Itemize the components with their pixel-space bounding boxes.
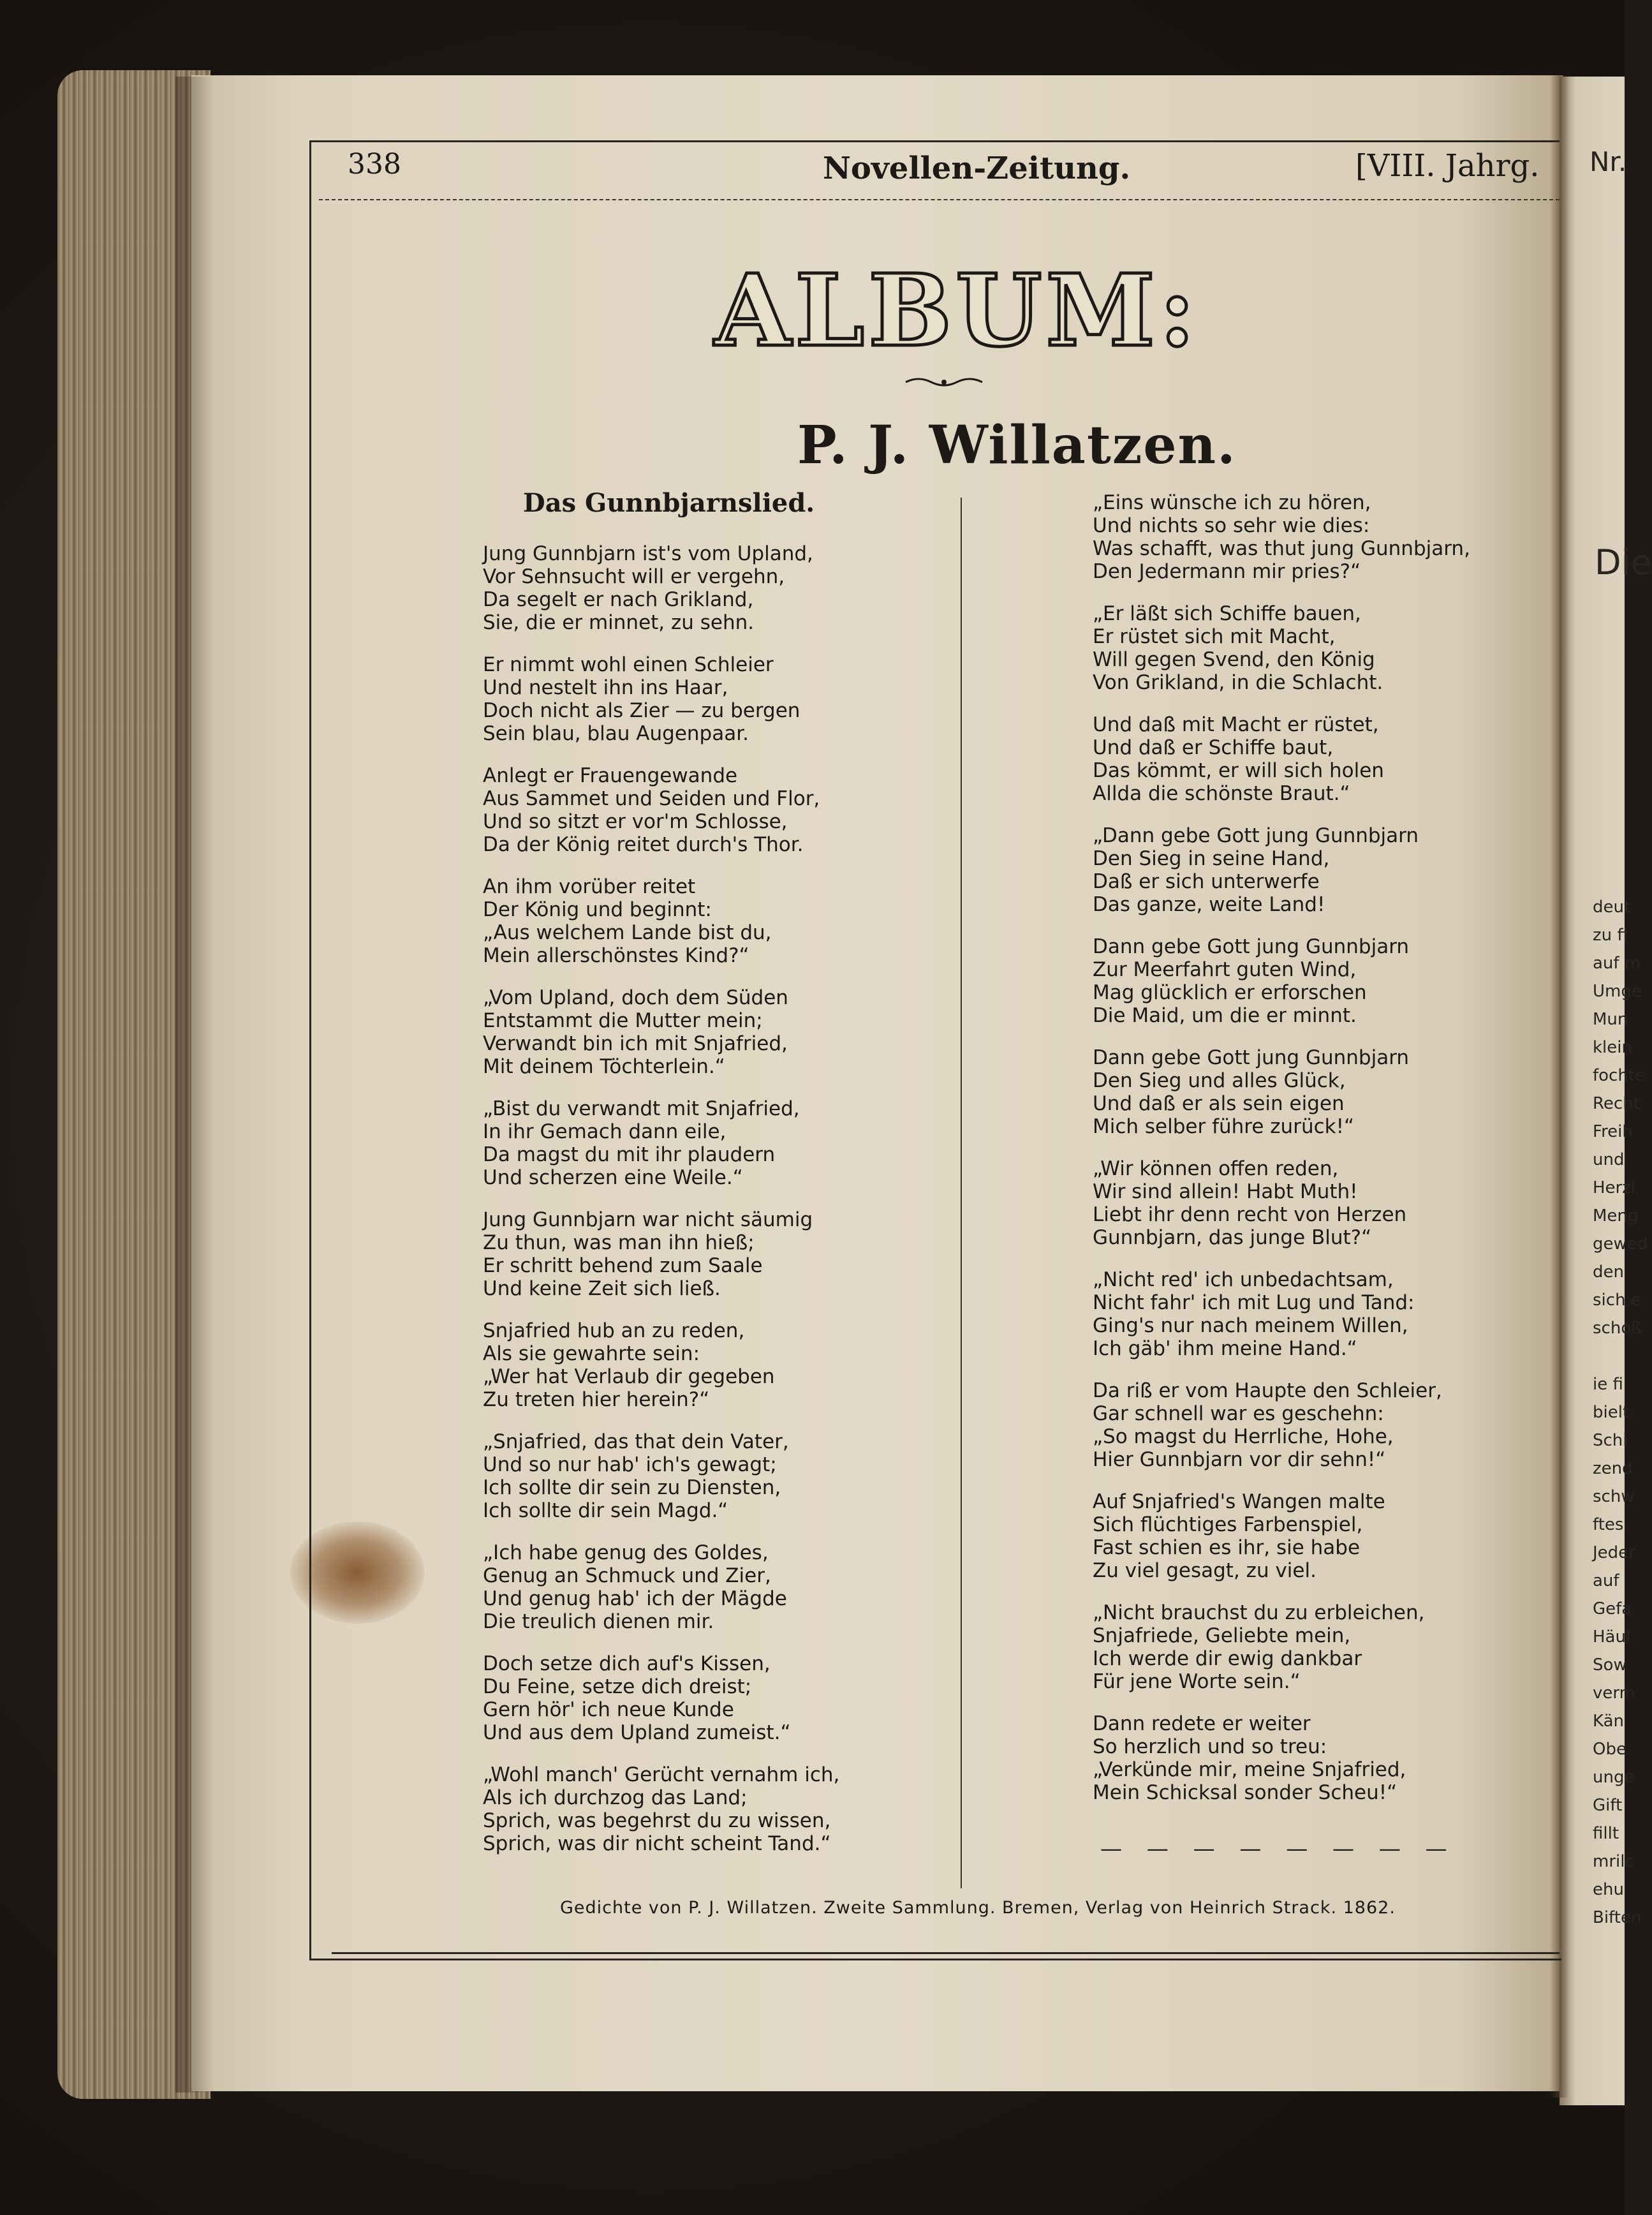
poem-stanza	[1093, 1490, 1385, 1582]
poem-stanza	[1093, 1712, 1406, 1804]
poem-stanza	[1093, 491, 1470, 583]
poem-line: Als ich durchzog das Land;	[483, 1786, 748, 1809]
poem-line: „Wir können offen reden,	[1093, 1157, 1339, 1180]
poem-line: Wir sind allein! Habt Muth!	[1093, 1180, 1358, 1203]
poem-line: Den Sieg in seine Hand,	[1093, 847, 1330, 870]
poem-line: Sprich, was dir nicht scheint Tand.“	[483, 1832, 831, 1855]
poem-line: Das ganze, weite Land!	[1093, 893, 1325, 916]
right-page-fragment: Umge	[1593, 982, 1642, 1001]
poem-stanza	[1093, 1268, 1414, 1360]
poem-line: Mein allerschönstes Kind?“	[483, 944, 749, 967]
right-page-fragment: Schi	[1593, 1431, 1628, 1450]
poem-line: Hier Gunnbjarn vor dir sehn!“	[1093, 1448, 1386, 1471]
right-page-fragment: schoß	[1593, 1319, 1642, 1338]
poem-line: „Nicht brauchst du zu erbleichen,	[1093, 1601, 1425, 1624]
right-page-fragment: Sow	[1593, 1656, 1627, 1675]
ornament-icon	[903, 373, 985, 392]
poem-stanza	[483, 542, 813, 634]
poem-stanza	[483, 1097, 800, 1189]
poem-line: Den Jedermann mir pries?“	[1093, 560, 1361, 583]
right-page-fragment: zu fi	[1593, 926, 1628, 945]
poem-line: Und nestelt ihn ins Haar,	[483, 676, 728, 699]
right-page-fragment: Mun	[1593, 1010, 1628, 1029]
poem-line: Nicht fahr' ich mit Lug und Tand:	[1093, 1291, 1415, 1314]
right-page-fragment: klein	[1593, 1038, 1632, 1057]
poem-line: „Vom Upland, doch dem Süden	[483, 986, 788, 1009]
poem-line: Dann redete er weiter	[1093, 1712, 1311, 1735]
right-page-fragment: sich e	[1593, 1291, 1641, 1310]
poem-line: Ich sollte dir sein Magd.“	[483, 1499, 728, 1522]
journal-title: Novellen-Zeitung.	[823, 151, 1131, 186]
right-page-fragment: auf	[1593, 1571, 1619, 1590]
right-page-heading: Die	[1595, 542, 1652, 582]
poem-line: In ihr Gemach dann eile,	[483, 1120, 726, 1143]
right-page-fragment: Jeder	[1593, 1543, 1635, 1562]
right-page-fragment: Obe	[1593, 1740, 1626, 1759]
poem-line: An ihm vorüber reitet	[483, 875, 696, 898]
right-page-header: Nr.	[1589, 146, 1627, 177]
footer-rule	[332, 1952, 1560, 1954]
right-page-fragment: mrilc	[1593, 1852, 1634, 1871]
poem-line: „Ich habe genug des Goldes,	[483, 1541, 769, 1564]
poem-line: Ich sollte dir sein zu Diensten,	[483, 1476, 781, 1499]
poem-line: Ich gäb' ihm meine Hand.“	[1093, 1337, 1357, 1360]
poem-line: Mich selber führe zurück!“	[1093, 1115, 1355, 1138]
poem-line: Ging's nur nach meinem Willen,	[1093, 1314, 1408, 1337]
poem-line: Sie, die er minnet, zu sehn.	[483, 611, 755, 634]
author-heading: P. J. Willatzen.	[797, 415, 1237, 476]
poem-line: Und genug hab' ich der Mägde	[483, 1587, 787, 1610]
right-page-fragment: verm	[1593, 1684, 1635, 1703]
right-page-fragment: Gift	[1593, 1796, 1623, 1815]
poem-line: Vor Sehnsucht will er vergehn,	[483, 565, 785, 588]
poem-line: Mit deinem Töchterlein.“	[483, 1055, 725, 1078]
poem-line: Da segelt er nach Grikland,	[483, 588, 754, 611]
poem-line: Gunnbjarn, das junge Blut?“	[1093, 1226, 1372, 1249]
poem-line: „Eins wünsche ich zu hören,	[1093, 491, 1371, 514]
right-page-fragment: schw	[1593, 1487, 1635, 1506]
poem-line: Zu thun, was man ihn hieß;	[483, 1231, 755, 1254]
right-page-fragment: gewed	[1593, 1234, 1648, 1254]
volume-label: [VIII. Jahrg.	[1355, 148, 1540, 184]
right-page-fragment: zend	[1593, 1459, 1633, 1478]
poem-line: Als sie gewahrte sein:	[483, 1342, 700, 1365]
poem-line: Mein Schicksal sonder Scheu!“	[1093, 1781, 1398, 1804]
poem-line: Jung Gunnbjarn war nicht säumig	[483, 1208, 813, 1231]
poem-line: Zur Meerfahrt guten Wind,	[1093, 958, 1357, 981]
right-page-fragment: auf m	[1593, 954, 1641, 973]
right-page-fragment: Kän	[1593, 1712, 1625, 1731]
poem-line: Zu viel gesagt, zu viel.	[1093, 1559, 1316, 1582]
poem-line: Sprich, was begehrst du zu wissen,	[483, 1809, 831, 1832]
poem-line: Der König und beginnt:	[483, 898, 712, 921]
poem-line: „Snjafried, das that dein Vater,	[483, 1430, 789, 1453]
poem-line: Und nichts so sehr wie dies:	[1093, 514, 1370, 537]
poem-line: Fast schien es ihr, sie habe	[1093, 1536, 1361, 1559]
poem-line: Allda die schönste Braut.“	[1093, 782, 1350, 805]
poem-stanza	[1093, 1157, 1406, 1249]
poem-line: So herzlich und so treu:	[1093, 1735, 1327, 1758]
poem-line: Von Grikland, in die Schlacht.	[1093, 671, 1383, 694]
poem-stanza	[483, 1541, 787, 1633]
right-page-fragment: Herzl	[1593, 1178, 1636, 1197]
poem-stanza	[1093, 824, 1419, 916]
right-page-fragment: unge	[1593, 1768, 1635, 1787]
poem-line: Und keine Zeit sich ließ.	[483, 1277, 721, 1300]
right-page-fragment: den	[1593, 1263, 1624, 1282]
poem-line: Da der König reitet durch's Thor.	[483, 833, 804, 856]
page-number: 338	[348, 148, 401, 181]
poem-line: Liebt ihr denn recht von Herzen	[1093, 1203, 1407, 1226]
right-page-fragment: fochte	[1593, 1066, 1646, 1085]
poem-line: Sein blau, blau Augenpaar.	[483, 722, 749, 745]
poem-line: Da riß er vom Haupte den Schleier,	[1093, 1379, 1442, 1402]
poem-line: Den Sieg und alles Glück,	[1093, 1069, 1346, 1092]
poem-title: Das Gunnbjarnslied.	[523, 488, 815, 518]
right-page-fragment: bielt	[1593, 1403, 1630, 1422]
poem-line: Und daß er Schiffe baut,	[1093, 736, 1334, 759]
poem-line: Doch setze dich auf's Kissen,	[483, 1652, 771, 1675]
poem-line: Anlegt er Frauengewande	[483, 764, 738, 787]
poem-line: Dann gebe Gott jung Gunnbjarn	[1093, 935, 1410, 958]
right-page-fragment	[1593, 1342, 1648, 1370]
poem-stanza	[1093, 1379, 1442, 1471]
poem-line: „Aus welchem Lande bist du,	[483, 921, 772, 944]
poem-line: Da magst du mit ihr plaudern	[483, 1143, 776, 1166]
poem-stanza	[1093, 713, 1384, 805]
poem-line: Doch nicht als Zier — zu bergen	[483, 699, 800, 722]
poem-line: Gern hör' ich neue Kunde	[483, 1698, 734, 1721]
poem-line: Mag glücklich er erforschen	[1093, 981, 1367, 1004]
page-shadow	[175, 77, 214, 2093]
right-page-fragment: und	[1593, 1150, 1625, 1169]
right-page-fragment: fillt	[1593, 1824, 1619, 1843]
poem-stanza	[483, 1319, 775, 1411]
top-rule	[309, 140, 1560, 142]
album-heading: ALBUM:	[714, 252, 1200, 369]
poem-line: Die Maid, um die er minnt.	[1093, 1004, 1357, 1027]
poem-line: Will gegen Svend, den König	[1093, 648, 1375, 671]
poem-line: Und scherzen eine Weile.“	[483, 1166, 743, 1189]
poem-line: Was schafft, was thut jung Gunnbjarn,	[1093, 537, 1470, 560]
poem-line: Und daß er als sein eigen	[1093, 1092, 1345, 1115]
right-page-fragment: ehu	[1593, 1880, 1624, 1899]
right-page-fragment: deut	[1593, 898, 1631, 917]
poem-line: Daß er sich unterwerfe	[1093, 870, 1320, 893]
poem-line: Und so nur hab' ich's gewagt;	[483, 1453, 777, 1476]
poem-line: Gar schnell war es geschehn:	[1093, 1402, 1384, 1425]
poem-line: „Bist du verwandt mit Snjafried,	[483, 1097, 800, 1120]
right-page-fragment: ie fi	[1593, 1375, 1623, 1394]
poem-line: Verwandt bin ich mit Snjafried,	[483, 1032, 788, 1055]
poem-line: Snjafried hub an zu reden,	[483, 1319, 745, 1342]
poem-line: Aus Sammet und Seiden und Flor,	[483, 787, 820, 810]
poem-stanza	[483, 1430, 789, 1522]
poem-line: Snjafriede, Geliebte mein,	[1093, 1624, 1351, 1647]
poem-line: Das kömmt, er will sich holen	[1093, 759, 1384, 782]
header-rule	[319, 199, 1560, 200]
poem-stanza	[483, 1208, 813, 1300]
poem-line: Jung Gunnbjarn ist's vom Upland,	[483, 542, 813, 565]
poem-line: Und so sitzt er vor'm Schlosse,	[483, 810, 788, 833]
source-footnote: Gedichte von P. J. Willatzen. Zweite Sammlung. Bremen, Verlag von Heinrich Strack. 1862.	[560, 1898, 1396, 1918]
poem-stanza	[483, 1763, 839, 1855]
poem-stanza	[483, 986, 788, 1078]
poem-line: Auf Snjafried's Wangen malte	[1093, 1490, 1385, 1513]
poem-line: Er nimmt wohl einen Schleier	[483, 653, 774, 676]
right-page-fragment: ftes	[1593, 1515, 1624, 1534]
poem-line: Ich werde dir ewig dankbar	[1093, 1647, 1362, 1670]
poem-line: Er schritt behend zum Saale	[483, 1254, 763, 1277]
closing-dashes: — — — — — — — —	[1100, 1836, 1456, 1862]
poem-line: Dann gebe Gott jung Gunnbjarn	[1093, 1046, 1410, 1069]
right-page-fragment: Gefa	[1593, 1599, 1632, 1619]
poem-stanza	[483, 653, 800, 745]
poem-line: Entstammt die Mutter mein;	[483, 1009, 763, 1032]
poem-line: Die treulich dienen mir.	[483, 1610, 714, 1633]
poem-line: „Nicht red' ich unbedachtsam,	[1093, 1268, 1394, 1291]
poem-stanza	[1093, 602, 1383, 694]
right-page-fragment: Recht	[1593, 1094, 1640, 1113]
poem-line: Und aus dem Upland zumeist.“	[483, 1721, 791, 1744]
right-page-fragment: Biften	[1593, 1908, 1642, 1927]
right-page-fragment: Häul	[1593, 1627, 1631, 1647]
poem-line: Genug an Schmuck und Zier,	[483, 1564, 771, 1587]
poem-line: „Verkünde mir, meine Snjafried,	[1093, 1758, 1406, 1781]
poem-stanza	[483, 1652, 791, 1744]
poem-line: „Wohl manch' Gerücht vernahm ich,	[483, 1763, 840, 1786]
poem-line: Du Feine, setze dich dreist;	[483, 1675, 752, 1698]
poem-stanza	[483, 764, 820, 856]
poem-line: „Wer hat Verlaub dir gegeben	[483, 1365, 775, 1388]
poem-line: „Dann gebe Gott jung Gunnbjarn	[1093, 824, 1419, 847]
right-page-fragment: Meng	[1593, 1206, 1639, 1226]
poem-line: Er rüstet sich mit Macht,	[1093, 625, 1336, 648]
poem-stanza	[483, 875, 772, 967]
column-divider	[961, 498, 962, 1888]
poem-line: Für jene Worte sein.“	[1093, 1670, 1301, 1693]
poem-stanza	[1093, 1601, 1425, 1693]
poem-line: Und daß mit Macht er rüstet,	[1093, 713, 1379, 736]
right-page-fragment: Freih	[1593, 1122, 1633, 1141]
poem-line: Sich flüchtiges Farbenspiel,	[1093, 1513, 1363, 1536]
poem-stanza	[1093, 935, 1409, 1027]
poem-line: „Er läßt sich Schiffe bauen,	[1093, 602, 1361, 625]
right-page-fragments	[1593, 893, 1648, 1932]
poem-line: Zu treten hier herein?“	[483, 1388, 710, 1411]
poem-stanza	[1093, 1046, 1409, 1138]
poem-line: „So magst du Herrliche, Hohe,	[1093, 1425, 1394, 1448]
